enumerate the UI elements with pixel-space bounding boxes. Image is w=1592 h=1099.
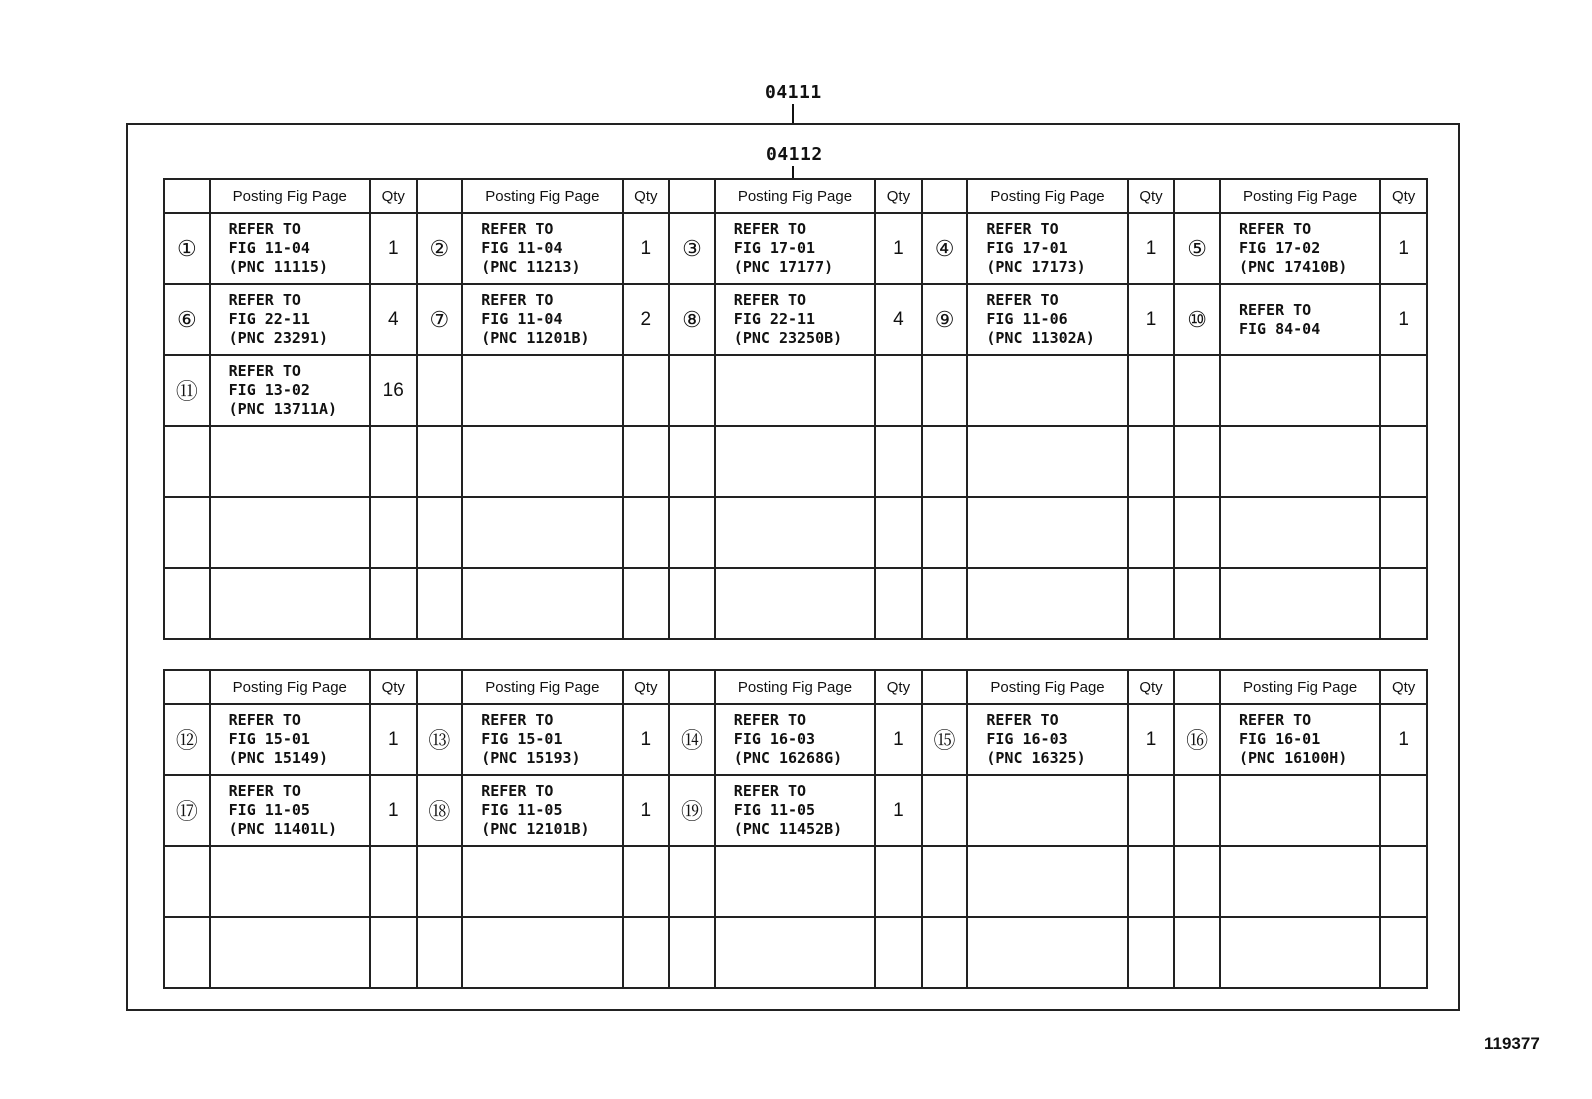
reference-table-lower: [163, 669, 1428, 989]
reference-line3: (PNC 16325): [986, 749, 1086, 767]
item-number: [164, 426, 210, 497]
item-number: ⑯: [1174, 704, 1220, 775]
table-body: [164, 213, 1427, 639]
header-qty: Qty: [370, 179, 417, 213]
reference-line2: FIG 11-05: [481, 801, 563, 819]
reference-line1: REFER TO: [228, 220, 301, 238]
quantity-cell: [623, 497, 670, 568]
reference-cell: [967, 568, 1127, 639]
reference-line2: FIG 11-05: [733, 801, 816, 819]
reference-cell: [715, 568, 875, 639]
reference-line3: (PNC 16268G): [733, 749, 843, 767]
item-number: [164, 568, 210, 639]
reference-line3: (PNC 11213): [481, 258, 581, 276]
reference-line1: REFER TO: [481, 782, 554, 800]
quantity-cell: 2: [623, 284, 670, 355]
item-number: ⑮: [922, 704, 968, 775]
reference-line2: FIG 11-04: [481, 310, 563, 328]
reference-line3: (PNC 16100H): [1238, 749, 1348, 767]
reference-cell: [715, 704, 875, 775]
reference-line3: (PNC 11201B): [481, 329, 590, 347]
reference-line2: FIG 16-01: [1238, 730, 1321, 748]
quantity-cell: [875, 846, 922, 917]
item-number: ⑰: [164, 775, 210, 846]
reference-line1: REFER TO: [228, 362, 301, 380]
header-qty: Qty: [370, 670, 417, 704]
header-number-cell: [922, 179, 968, 213]
quantity-cell: [1380, 846, 1427, 917]
quantity-cell: 1: [1128, 213, 1175, 284]
reference-line3: (PNC 11302A): [986, 329, 1095, 347]
item-number: [164, 917, 210, 988]
reference-line2: FIG 22-11: [733, 310, 816, 328]
item-number: [922, 917, 968, 988]
table-row: [164, 568, 1427, 639]
reference-cell: [1220, 704, 1380, 775]
header-qty: Qty: [1128, 179, 1175, 213]
header-number-cell: [669, 670, 715, 704]
quantity-cell: 1: [1380, 213, 1427, 284]
header-number-cell: [164, 179, 210, 213]
reference-cell: [210, 284, 370, 355]
item-number: ③: [669, 213, 715, 284]
inner-group-label: 04112: [766, 144, 823, 165]
reference-cell: [967, 704, 1127, 775]
reference-line3: (PNC 17173): [986, 258, 1086, 276]
quantity-cell: 1: [875, 213, 922, 284]
table-row: [164, 497, 1427, 568]
reference-cell: [967, 213, 1127, 284]
quantity-cell: [875, 497, 922, 568]
item-number: ⑲: [669, 775, 715, 846]
item-number: ⑭: [669, 704, 715, 775]
item-number: ⑬: [417, 704, 463, 775]
item-number: ①: [164, 213, 210, 284]
header-number-cell: [1174, 670, 1220, 704]
quantity-cell: [370, 568, 417, 639]
item-number: ⑤: [1174, 213, 1220, 284]
reference-line1: REFER TO: [733, 291, 807, 309]
outer-group-connector: [792, 104, 794, 123]
reference-cell: [1220, 917, 1380, 988]
reference-line2: FIG 84-04: [1238, 319, 1321, 338]
header-qty: Qty: [1380, 179, 1427, 213]
header-qty: Qty: [623, 179, 670, 213]
quantity-cell: [623, 426, 670, 497]
quantity-cell: [1380, 568, 1427, 639]
quantity-cell: [623, 568, 670, 639]
header-posting-fig-page: Posting Fig Page: [967, 670, 1127, 704]
reference-line1: REFER TO: [228, 291, 301, 309]
quantity-cell: [875, 355, 922, 426]
quantity-cell: 1: [370, 704, 417, 775]
reference-line1: REFER TO: [1238, 220, 1312, 238]
item-number: [417, 917, 463, 988]
item-number: [922, 426, 968, 497]
reference-line1: REFER TO: [733, 782, 807, 800]
item-number: ⑥: [164, 284, 210, 355]
item-number: [669, 497, 715, 568]
header-posting-fig-page: Posting Fig Page: [210, 670, 370, 704]
quantity-cell: 1: [1380, 704, 1427, 775]
reference-cell: [462, 213, 622, 284]
reference-cell: [715, 775, 875, 846]
reference-cell: [210, 213, 370, 284]
header-posting-fig-page: Posting Fig Page: [715, 179, 875, 213]
reference-line2: FIG 13-02: [228, 381, 310, 399]
reference-line2: FIG 17-02: [1238, 239, 1321, 257]
table-row: [164, 426, 1427, 497]
item-number: [417, 426, 463, 497]
item-number: [1174, 497, 1220, 568]
reference-cell: [967, 284, 1127, 355]
reference-cell: [1220, 213, 1380, 284]
item-number: ⑫: [164, 704, 210, 775]
item-number: ⑱: [417, 775, 463, 846]
reference-line3: (PNC 11401L): [228, 820, 338, 838]
quantity-cell: [1128, 846, 1175, 917]
header-number-cell: [669, 179, 715, 213]
reference-cell: [967, 497, 1127, 568]
reference-line2: FIG 16-03: [986, 730, 1068, 748]
reference-cell: [462, 355, 622, 426]
quantity-cell: 1: [1128, 704, 1175, 775]
reference-cell: [210, 917, 370, 988]
header-row: [164, 670, 1427, 704]
item-number: [417, 497, 463, 568]
reference-line1: REFER TO: [986, 291, 1059, 309]
header-posting-fig-page: Posting Fig Page: [462, 670, 622, 704]
header-qty: Qty: [1380, 670, 1427, 704]
quantity-cell: [623, 846, 670, 917]
reference-cell: [1220, 846, 1380, 917]
reference-cell: [1220, 355, 1380, 426]
item-number: [1174, 775, 1220, 846]
item-number: [922, 568, 968, 639]
quantity-cell: [370, 497, 417, 568]
reference-line2: FIG 15-01: [481, 730, 563, 748]
item-number: [1174, 568, 1220, 639]
table-row: [164, 775, 1427, 846]
reference-line1: REFER TO: [1238, 300, 1312, 319]
header-number-cell: [922, 670, 968, 704]
reference-line1: REFER TO: [986, 711, 1059, 729]
reference-line2: FIG 17-01: [986, 239, 1068, 257]
table-row: [164, 846, 1427, 917]
reference-cell: [210, 846, 370, 917]
reference-line3: (PNC 15149): [228, 749, 328, 767]
quantity-cell: 4: [875, 284, 922, 355]
reference-line2: FIG 15-01: [228, 730, 310, 748]
reference-line2: FIG 11-06: [986, 310, 1068, 328]
quantity-cell: [1380, 917, 1427, 988]
reference-cell: [1220, 775, 1380, 846]
reference-line3: (PNC 17410B): [1238, 258, 1348, 276]
quantity-cell: [1128, 355, 1175, 426]
reference-cell: [210, 704, 370, 775]
header-posting-fig-page: Posting Fig Page: [210, 179, 370, 213]
reference-line3: (PNC 17177): [733, 258, 834, 276]
reference-cell: [462, 284, 622, 355]
illustration-number: 119377: [1484, 1034, 1540, 1053]
header-qty: Qty: [875, 670, 922, 704]
reference-line1: REFER TO: [228, 782, 301, 800]
reference-cell: [1220, 497, 1380, 568]
reference-line3: (PNC 13711A): [228, 400, 338, 418]
item-number: [1174, 426, 1220, 497]
reference-line1: REFER TO: [733, 220, 807, 238]
reference-cell: [967, 917, 1127, 988]
header-qty: Qty: [875, 179, 922, 213]
reference-cell: [715, 213, 875, 284]
header-number-cell: [417, 179, 463, 213]
table-header: [164, 179, 1427, 213]
quantity-cell: 4: [370, 284, 417, 355]
item-number: [1174, 917, 1220, 988]
quantity-cell: [1380, 775, 1427, 846]
quantity-cell: 1: [623, 704, 670, 775]
reference-cell: [462, 568, 622, 639]
reference-cell: [210, 568, 370, 639]
reference-line2: FIG 17-01: [733, 239, 816, 257]
item-number: [417, 846, 463, 917]
item-number: [1174, 846, 1220, 917]
reference-line1: REFER TO: [228, 711, 301, 729]
quantity-cell: 1: [875, 775, 922, 846]
reference-cell: [462, 917, 622, 988]
reference-cell: [210, 426, 370, 497]
quantity-cell: [1128, 426, 1175, 497]
header-posting-fig-page: Posting Fig Page: [1220, 670, 1380, 704]
quantity-cell: [875, 917, 922, 988]
quantity-cell: [370, 917, 417, 988]
quantity-cell: 1: [370, 775, 417, 846]
reference-table-upper: [163, 178, 1428, 640]
quantity-cell: 16: [370, 355, 417, 426]
quantity-cell: [875, 426, 922, 497]
item-number: ⑩: [1174, 284, 1220, 355]
reference-cell: [967, 426, 1127, 497]
item-number: [922, 775, 968, 846]
item-number: [1174, 355, 1220, 426]
quantity-cell: [623, 355, 670, 426]
quantity-cell: 1: [370, 213, 417, 284]
item-number: [669, 426, 715, 497]
reference-cell: [210, 355, 370, 426]
header-number-cell: [164, 670, 210, 704]
quantity-cell: 1: [875, 704, 922, 775]
reference-line2: FIG 11-04: [228, 239, 310, 257]
quantity-cell: [1128, 568, 1175, 639]
reference-line3: (PNC 12101B): [481, 820, 590, 838]
header-posting-fig-page: Posting Fig Page: [462, 179, 622, 213]
quantity-cell: [370, 426, 417, 497]
header-row: [164, 179, 1427, 213]
item-number: ④: [922, 213, 968, 284]
quantity-cell: [1128, 917, 1175, 988]
table-row: [164, 704, 1427, 775]
item-number: ⑦: [417, 284, 463, 355]
table-body: [164, 704, 1427, 988]
reference-line1: REFER TO: [733, 711, 807, 729]
reference-cell: [967, 846, 1127, 917]
item-number: [164, 497, 210, 568]
table-row: [164, 917, 1427, 988]
table-row: [164, 213, 1427, 284]
reference-line2: FIG 22-11: [228, 310, 310, 328]
reference-line2: FIG 11-04: [481, 239, 563, 257]
item-number: [417, 355, 463, 426]
item-number: [164, 846, 210, 917]
outer-group-label: 04111: [765, 82, 822, 103]
table-row: [164, 355, 1427, 426]
reference-cell: [715, 426, 875, 497]
reference-cell: [715, 917, 875, 988]
quantity-cell: [1380, 355, 1427, 426]
reference-line3: (PNC 15193): [481, 749, 581, 767]
reference-cell: [1220, 426, 1380, 497]
item-number: ⑧: [669, 284, 715, 355]
reference-cell: [462, 426, 622, 497]
quantity-cell: 1: [1128, 284, 1175, 355]
reference-line3: (PNC 23250B): [733, 329, 843, 347]
reference-cell: [462, 704, 622, 775]
reference-line1: REFER TO: [481, 291, 554, 309]
header-number-cell: [1174, 179, 1220, 213]
reference-line3: (PNC 11115): [228, 258, 328, 276]
item-number: [669, 846, 715, 917]
reference-line2: FIG 11-05: [228, 801, 310, 819]
reference-line2: FIG 16-03: [733, 730, 816, 748]
header-qty: Qty: [623, 670, 670, 704]
item-number: [669, 355, 715, 426]
reference-cell: [462, 775, 622, 846]
item-number: ⑪: [164, 355, 210, 426]
reference-cell: [715, 284, 875, 355]
reference-cell: [715, 846, 875, 917]
reference-cell: [967, 355, 1127, 426]
item-number: [922, 846, 968, 917]
reference-cell: [210, 497, 370, 568]
reference-cell: [462, 846, 622, 917]
item-number: [669, 917, 715, 988]
header-posting-fig-page: Posting Fig Page: [1220, 179, 1380, 213]
header-qty: Qty: [1128, 670, 1175, 704]
quantity-cell: [370, 846, 417, 917]
reference-cell: [1220, 284, 1380, 355]
reference-line3: (PNC 11452B): [733, 820, 843, 838]
table-header: [164, 670, 1427, 704]
table-row: [164, 284, 1427, 355]
quantity-cell: [1380, 426, 1427, 497]
reference-cell: [967, 775, 1127, 846]
header-number-cell: [417, 670, 463, 704]
quantity-cell: [875, 568, 922, 639]
reference-line1: REFER TO: [481, 220, 554, 238]
quantity-cell: [623, 917, 670, 988]
item-number: ②: [417, 213, 463, 284]
reference-cell: [715, 355, 875, 426]
quantity-cell: 1: [623, 775, 670, 846]
quantity-cell: [1128, 497, 1175, 568]
reference-cell: [462, 497, 622, 568]
item-number: [922, 355, 968, 426]
item-number: [669, 568, 715, 639]
quantity-cell: [1128, 775, 1175, 846]
reference-cell: [715, 497, 875, 568]
reference-line3: (PNC 23291): [228, 329, 328, 347]
reference-cell: [210, 775, 370, 846]
header-posting-fig-page: Posting Fig Page: [967, 179, 1127, 213]
item-number: [417, 568, 463, 639]
reference-line1: REFER TO: [986, 220, 1059, 238]
quantity-cell: 1: [623, 213, 670, 284]
quantity-cell: [1380, 497, 1427, 568]
reference-line1: REFER TO: [1238, 711, 1312, 729]
item-number: ⑨: [922, 284, 968, 355]
reference-line1: REFER TO: [481, 711, 554, 729]
reference-cell: [1220, 568, 1380, 639]
quantity-cell: 1: [1380, 284, 1427, 355]
header-posting-fig-page: Posting Fig Page: [715, 670, 875, 704]
item-number: [922, 497, 968, 568]
